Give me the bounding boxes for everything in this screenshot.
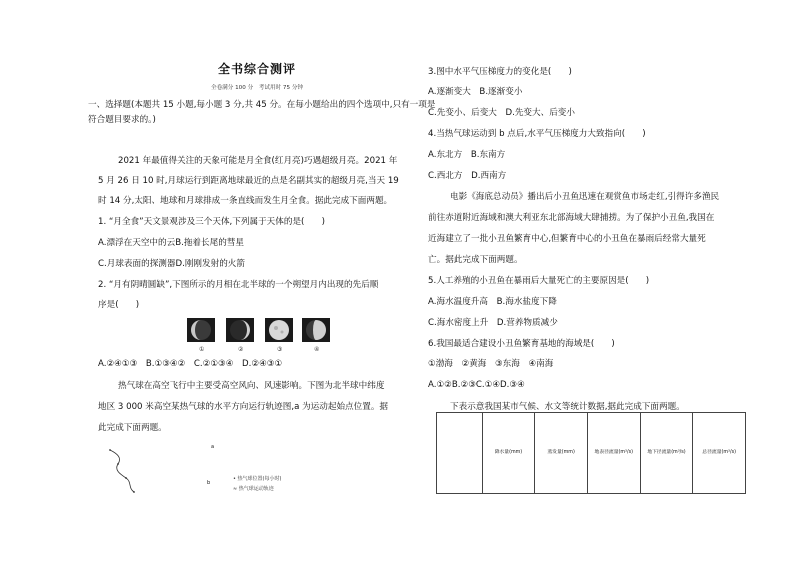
- question-6-stem: 6.我国最适合建设小丑鱼繁育基地的海域是( ): [428, 339, 615, 349]
- intro-line-1: 2021 年最值得关注的天象可能是月全食(红月亮)巧遇超级月亮。2021 年: [118, 156, 398, 166]
- question-3-options-ab: A.逐渐变大 B.逐渐变小: [428, 87, 523, 97]
- moon-label-1: ①: [199, 346, 205, 353]
- question-5-stem: 5.人工养殖的小丑鱼在暴雨后大量死亡的主要原因是( ): [428, 276, 650, 286]
- moon-label-2: ②: [238, 346, 244, 353]
- table-header-cell-0: [437, 413, 483, 494]
- question-3-stem: 3.图中水平气压梯度力的变化是( ): [428, 67, 572, 77]
- moon-label-3: ③: [277, 346, 283, 353]
- question-4-options-cd: C.西北方 D.西南方: [428, 171, 507, 181]
- balloon-intro-line-3: 此完成下面两题。: [98, 423, 167, 433]
- intro-line-3: 时 14 分,太阳、地球和月球排成一条直线而发生月全食。据此完成下面两题。: [98, 196, 393, 206]
- section-heading-line-1: 一、选择题(本题共 15 小题,每小题 3 分,共 45 分。在每小题给出的四个选项中,只有一项是: [88, 100, 436, 110]
- question-2-stem-line-2: 序是( ): [98, 300, 140, 310]
- track-icon: ≈: [233, 486, 239, 492]
- question-4-options-ab: A.东北方 B.东南方: [428, 150, 506, 160]
- passage-line-4: 亡。据此完成下面两题。: [428, 255, 523, 265]
- question-2-options: A.②④①③ B.①③④② C.②①③④ D.②④③①: [98, 359, 283, 369]
- statistics-table: [436, 412, 746, 494]
- question-6-options: A.①②B.②③C.①④D.③④: [428, 380, 525, 390]
- moon-phase-3-image: [265, 318, 293, 342]
- table-header-groundwater-runoff: 地下径流量(m³/s): [640, 413, 693, 494]
- question-2-stem-line-1: 2. “月有阴晴圆缺”,下图所示的月相在北半球的一个朔望月内出现的先后顺: [98, 280, 379, 290]
- table-header-surface-runoff: 地表径流量(m³/s): [587, 413, 640, 494]
- balloon-intro-line-2: 地区 3 000 米高空某热气球的水平方向运行轨迹图,a 为运动起始点位置。据: [98, 402, 389, 412]
- question-1-options-ab: A.漂浮在天空中的云B.拖着长尾的彗星: [98, 238, 244, 248]
- moon-phase-2-image: [226, 318, 254, 342]
- balloon-intro-line-1: 热气球在高空飞行中主要受高空风向、风速影响。下图为北半球中纬度: [118, 381, 385, 391]
- exam-info: 全卷满分 100 分 考试用时 75 分钟: [210, 85, 304, 91]
- page-title: 全书综合测评: [217, 62, 296, 76]
- question-5-options-cd: C.海水密度上升 D.营养物质减少: [428, 318, 558, 328]
- question-3-options-cd: C.先变小、后变大 D.先变大、后变小: [428, 108, 575, 118]
- question-1-options-cd: C.月球表面的探测器D.刚刚发射的火箭: [98, 259, 245, 269]
- point-b-label: b: [207, 480, 211, 486]
- moon-phase-1-image: [187, 318, 215, 342]
- moon-label-4: ④: [314, 346, 320, 353]
- point-a-label: a: [211, 444, 215, 450]
- question-6-choices: ①渤海 ②黄海 ③东海 ④南海: [428, 359, 554, 369]
- moon-phase-4-image: [302, 318, 330, 342]
- trajectory-path-image: [104, 446, 144, 494]
- table-intro: 下表示意我国某市气候、水文等统计数据,据此完成下面两题。: [450, 402, 685, 412]
- question-5-options-ab: A.海水温度升高 B.海水盐度下降: [428, 297, 557, 307]
- legend-track-label: 热气球运动轨迹: [238, 486, 274, 492]
- section-heading-line-2: 符合题目要求的。): [88, 115, 156, 125]
- legend-position-entry: • 热气球位置(每小时): [233, 476, 282, 482]
- question-1-stem: 1. “月全食”天文景观涉及三个天体,下列属于天体的是( ): [98, 217, 325, 227]
- intro-line-2: 5 月 26 日 10 时,月球运行到距离地球最近的点是名副其实的超级月亮,当天 19: [98, 176, 399, 186]
- legend-track-entry: [233, 485, 274, 492]
- passage-line-2: 前往赤道附近海域和澳大利亚东北部海域大肆捕捞。为了保护小丑鱼,我国在: [428, 213, 715, 223]
- passage-line-1: 电影《海底总动员》播出后小丑鱼迅速在观赏鱼市场走红,引得许多渔民: [450, 192, 720, 202]
- question-4-stem: 4.当热气球运动到 b 点后,水平气压梯度力大致指向( ): [428, 129, 646, 139]
- table-header-row: [437, 413, 746, 494]
- table-header-precipitation: 降水量(mm): [482, 413, 535, 494]
- table-header-total-runoff: 总径流量(m³/s): [693, 413, 746, 494]
- table-header-evaporation: 蒸发量(mm): [535, 413, 588, 494]
- passage-line-3: 近海建立了一批小丑鱼繁育中心,但繁育中心的小丑鱼在暴雨后经常大量死: [428, 234, 706, 244]
